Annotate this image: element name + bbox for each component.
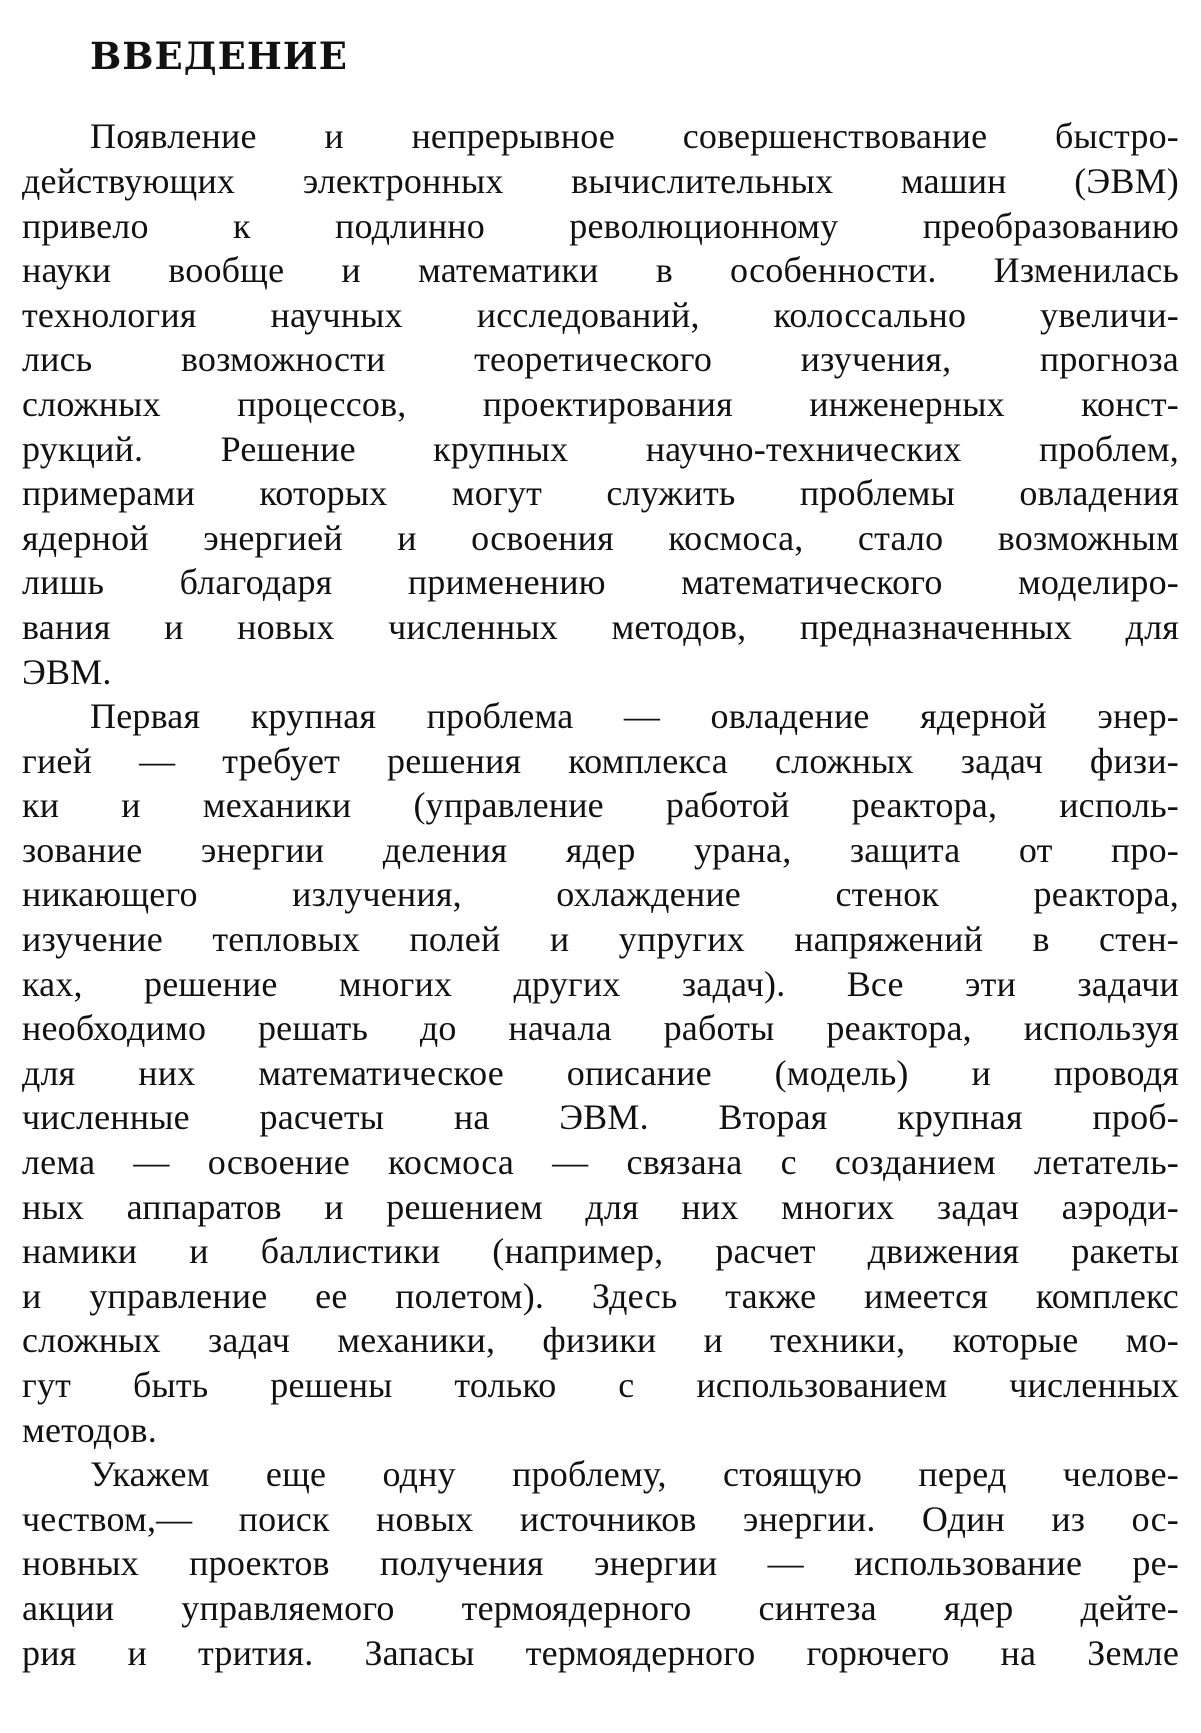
text-line: изучение тепловых полей и упругих напряжений в стен- bbox=[22, 919, 1179, 960]
text-line: необходимо решать до начала работы реактора, используя bbox=[22, 1008, 1179, 1049]
text-line: никающего излучения, охлаждение стенок реактора, bbox=[22, 874, 1179, 915]
text-line: науки вообще и математики в особенности. Изменилась bbox=[22, 250, 1179, 291]
text-line: ЭВМ. bbox=[22, 651, 112, 692]
text-line: примерами которых могут служить проблемы овладения bbox=[22, 473, 1179, 514]
text-line: гут быть решены только с использованием численных bbox=[22, 1365, 1179, 1406]
text-line: намики и баллистики (например, расчет движения ракеты bbox=[22, 1231, 1179, 1272]
text-line: численные расчеты на ЭВМ. Вторая крупная проб- bbox=[22, 1097, 1179, 1138]
text-line: лишь благодаря применению математического моделиро- bbox=[22, 562, 1179, 603]
text-line: для них математическое описание (модель) и проводя bbox=[22, 1052, 1179, 1093]
text-line: сложных задач механики, физики и техники, которые мо- bbox=[22, 1320, 1179, 1361]
text-line: действующих электронных вычислительных машин (ЭВМ) bbox=[22, 160, 1179, 201]
text-line: лись возможности теоретического изучения, прогноза bbox=[22, 339, 1179, 380]
chapter-heading: ВВЕДЕНИЕ bbox=[90, 34, 348, 78]
text-line: Укажем еще одну проблему, стоящую перед челове- bbox=[90, 1454, 1179, 1495]
text-line: зование энергии деления ядер урана, защита от про- bbox=[22, 829, 1179, 870]
text-line: рия и трития. Запасы термоядерного горючего на Земле bbox=[22, 1632, 1179, 1673]
text-line: лема — освоение космоса — связана с созданием летатель- bbox=[22, 1142, 1179, 1183]
text-line: ных аппаратов и решением для них многих задач аэроди- bbox=[22, 1186, 1179, 1227]
text-line: Первая крупная проблема — овладение ядерной энер- bbox=[90, 696, 1179, 737]
text-line: Появление и непрерывное совершенствование быстро- bbox=[90, 116, 1179, 157]
text-line: чеством,— поиск новых источников энергии. Один из ос- bbox=[22, 1498, 1179, 1539]
text-line: технология научных исследований, колоссально увеличи- bbox=[22, 294, 1179, 335]
text-line: и управление ее полетом). Здесь также имеется комплекс bbox=[22, 1275, 1179, 1316]
text-line: ядерной энергией и освоения космоса, стало возможным bbox=[22, 517, 1179, 558]
text-line: сложных процессов, проектирования инженерных конст- bbox=[22, 383, 1179, 424]
text-line: акции управляемого термоядерного синтеза ядер дейте- bbox=[22, 1587, 1179, 1628]
text-line: ки и механики (управление работой реактора, исполь- bbox=[22, 785, 1179, 826]
text-line: привело к подлинно революционному преобразованию bbox=[22, 205, 1179, 246]
text-line: рукций. Решение крупных научно-технических проблем, bbox=[22, 428, 1179, 469]
text-line: новных проектов получения энергии — использование ре- bbox=[22, 1543, 1179, 1584]
body-text bbox=[22, 114, 1179, 1675]
text-line: гией — требует решения комплекса сложных задач физи- bbox=[22, 740, 1179, 781]
text-line: методов. bbox=[22, 1409, 157, 1450]
text-line: ках, решение многих других задач). Все эти задачи bbox=[22, 963, 1179, 1004]
text-line: вания и новых численных методов, предназначенных для bbox=[22, 606, 1179, 647]
